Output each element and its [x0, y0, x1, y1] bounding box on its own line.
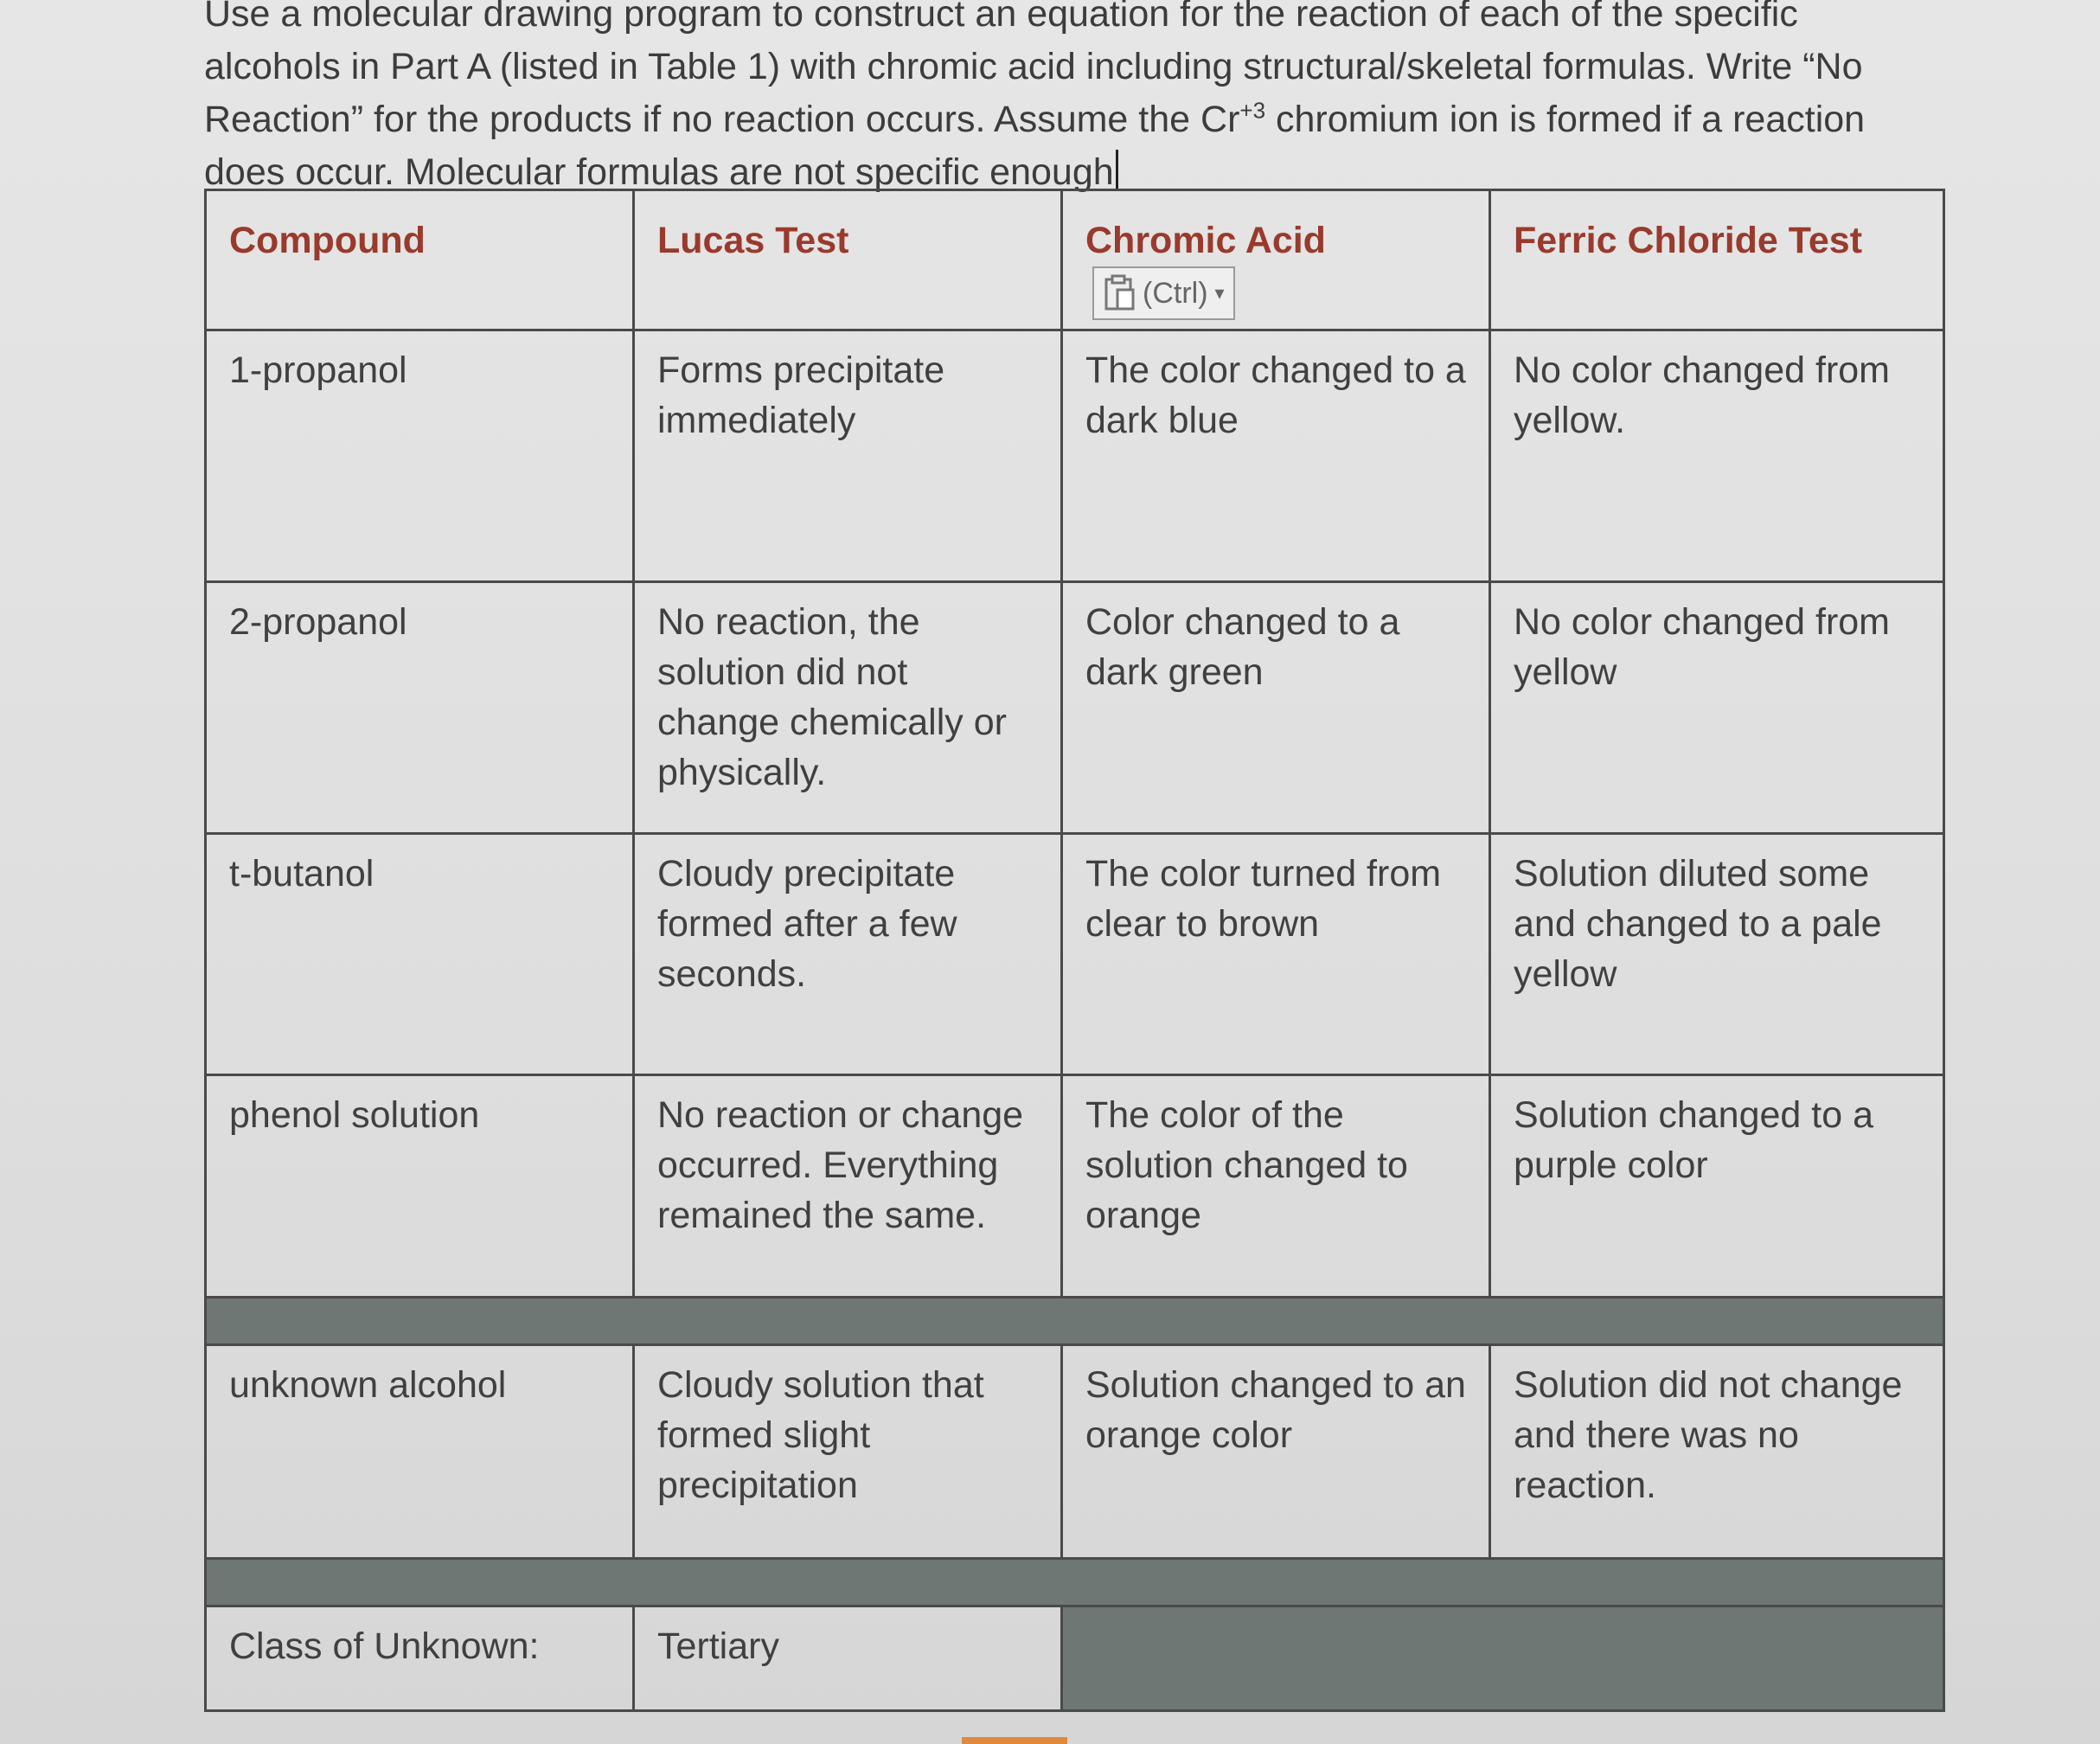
clipboard-icon — [1103, 274, 1137, 312]
cell-ferric[interactable]: Solution diluted some and changed to a pale yellow — [1490, 833, 1944, 1074]
cell-chromic[interactable]: The color of the solution changed to orange — [1062, 1074, 1490, 1297]
cell-chromic[interactable]: Solution changed to an orange color — [1062, 1344, 1490, 1558]
taskbar-highlight — [962, 1737, 1067, 1744]
header-chromic-acid[interactable] — [1062, 190, 1490, 330]
header-compound[interactable]: Compound — [206, 190, 634, 330]
cell-compound[interactable]: 1-propanol — [206, 330, 634, 581]
shaded-empty-cell[interactable] — [1062, 1606, 1944, 1710]
chevron-down-icon: ▾ — [1214, 281, 1225, 304]
cell-ferric[interactable]: Solution changed to a purple color — [1490, 1074, 1944, 1297]
cell-chromic[interactable]: The color changed to a dark blue — [1062, 330, 1490, 581]
instructions-text-part1: Use a molecular drawing program to construct an equation for the reaction of each of the specific alcohols in Part A (listed in Table 1) with chromic acid including structural/skeletal formulas. Write “No Reaction” for the products if no reaction occurs. Assume the Cr — [204, 0, 1863, 140]
class-of-unknown-value[interactable]: Tertiary — [634, 1606, 1062, 1710]
instructions-text-part2: chromium ion is formed if a reaction does occur. Molecular formulas are not specific enough — [204, 99, 1866, 193]
table-row — [206, 1344, 1944, 1558]
cell-lucas[interactable]: No reaction, the solution did not change chemically or physically. — [634, 581, 1062, 833]
shaded-spacer-row — [206, 1297, 1944, 1344]
shaded-spacer-cell[interactable] — [206, 1297, 1944, 1344]
cell-lucas[interactable]: Cloudy precipitate formed after a few seconds. — [634, 833, 1062, 1074]
cell-lucas[interactable]: Cloudy solution that formed slight precipitation — [634, 1344, 1062, 1558]
table-row — [206, 581, 1944, 833]
cell-compound[interactable]: 2-propanol — [206, 581, 634, 833]
header-lucas-test[interactable]: Lucas Test — [634, 190, 1062, 330]
cell-compound[interactable]: t-butanol — [206, 833, 634, 1074]
shaded-spacer-cell[interactable] — [206, 1558, 1944, 1606]
paste-options-label: (Ctrl) — [1143, 276, 1208, 310]
class-of-unknown-label[interactable]: Class of Unknown: — [206, 1606, 634, 1710]
header-row — [206, 190, 1944, 330]
results-table — [204, 189, 1945, 1712]
table-row — [206, 330, 1944, 581]
cell-chromic[interactable]: The color turned from clear to brown — [1062, 833, 1490, 1074]
cell-lucas[interactable]: No reaction or change occurred. Everything remained the same. — [634, 1074, 1062, 1297]
class-of-unknown-row — [206, 1606, 1944, 1710]
text-cursor — [1116, 150, 1118, 189]
cell-compound[interactable]: unknown alcohol — [206, 1344, 634, 1558]
table-row — [206, 1074, 1944, 1297]
cell-ferric[interactable]: Solution did not change and there was no reaction. — [1490, 1344, 1944, 1558]
paste-options-button[interactable] — [1092, 266, 1235, 320]
instructions-paragraph[interactable] — [204, 0, 1943, 199]
cell-ferric[interactable]: No color changed from yellow. — [1490, 330, 1944, 581]
cell-lucas[interactable]: Forms precipitate immediately — [634, 330, 1062, 581]
table-row — [206, 833, 1944, 1074]
cell-compound[interactable]: phenol solution — [206, 1074, 634, 1297]
header-ferric-chloride[interactable]: Ferric Chloride Test — [1490, 190, 1944, 330]
cell-ferric[interactable]: No color changed from yellow — [1490, 581, 1944, 833]
header-chromic-acid-label: Chromic Acid — [1085, 220, 1326, 261]
shaded-spacer-row — [206, 1558, 1944, 1606]
cell-chromic[interactable]: Color changed to a dark green — [1062, 581, 1490, 833]
chromium-charge-superscript: +3 — [1239, 97, 1266, 124]
